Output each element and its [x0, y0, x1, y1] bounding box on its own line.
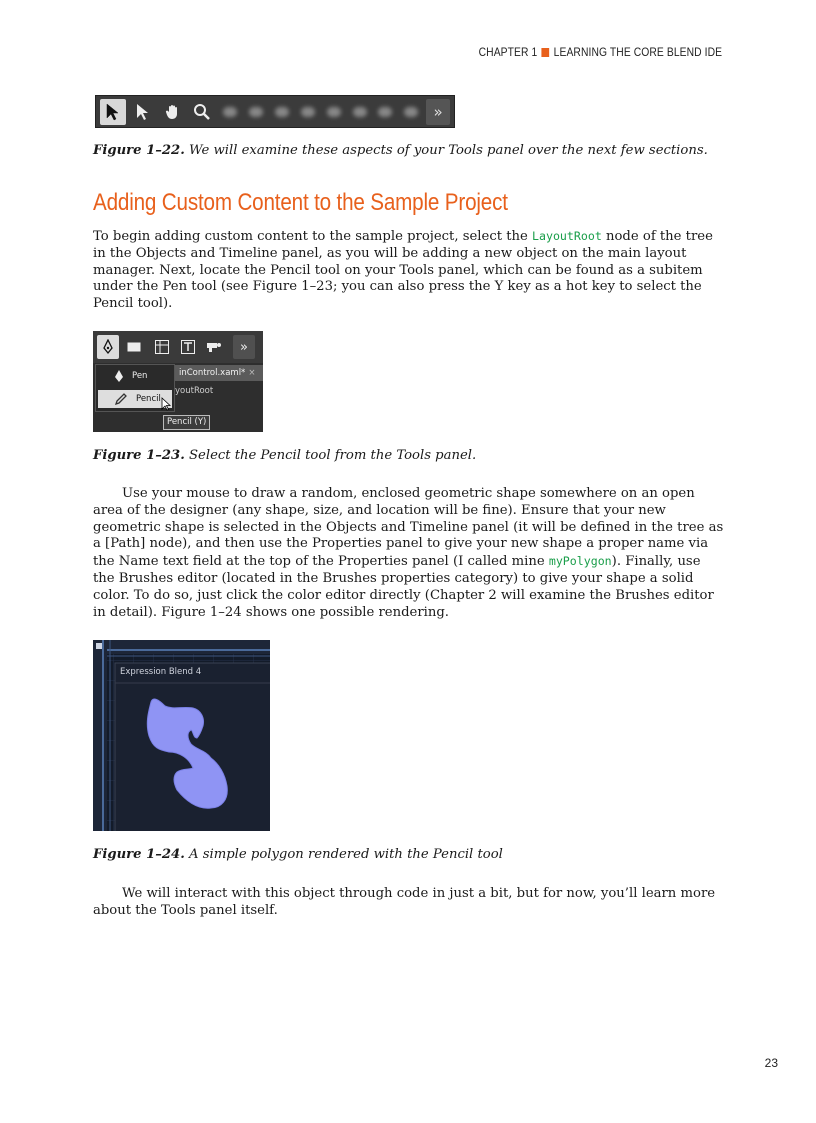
eyedropper-icon — [219, 101, 241, 123]
accent-square-icon — [542, 48, 550, 57]
para1-text-b: node of the tree in the Objects and Timeline panel, as you will be adding a new object on the main layout manager. Next, locate the Pencil tool on your Tools panel, which can be found as a subitem under the Pen tool (see Figure 1–23; you can also press the Y key as a hot key to select the Pencil tool). — [93, 229, 713, 312]
paint-bucket-icon — [245, 101, 267, 123]
caption-label: Figure 1–23. — [93, 448, 185, 463]
tree-node-label: youtRoot — [175, 386, 214, 396]
grid-icon — [349, 101, 371, 123]
running-head — [479, 45, 722, 59]
menu-item-pencil-label: Pencil — [136, 394, 161, 404]
more-tools-icon: » — [233, 335, 255, 359]
figure-22-caption — [93, 143, 708, 158]
brush-transform-icon — [271, 101, 293, 123]
rectangle-icon — [323, 101, 345, 123]
more-chevron-icon: » — [426, 99, 450, 125]
pencil-menu-screenshot — [93, 331, 263, 432]
mouse-cursor-icon — [161, 397, 171, 411]
figure-24-caption — [93, 847, 503, 862]
polygon-screenshot — [93, 640, 270, 831]
body-paragraph-3: We will interact with this object through code in just a bit, but for now, you’ll learn more about the Tools panel itself. — [93, 886, 716, 918]
text-icon — [374, 101, 396, 123]
window-title: Expression Blend 4 — [120, 667, 202, 677]
para2-text-a: Use your mouse to draw a random, enclosed geometric shape somewhere on an open area of the designer (any shape, size, and location will be fine). Ensure that your new geometric shape is selected in the Objects and Timeline panel (it will be defined in the tree as a [Path] node), and then use the Properties panel to give your new shape a proper name via the Name text field at the top of the Properties panel (I called mine — [93, 486, 724, 570]
menu-item-pen — [98, 367, 172, 385]
close-icon: × — [248, 368, 256, 378]
para2-text-b: ). Finally, use the Brushes editor (located in the Brushes properties category) to give your shape a solid color. To do so, just click the color editor directly (Chapter 2 will examine the Brushes editor in detail). Figure 1–24 shows one possible rendering. — [93, 554, 714, 620]
section-heading: Adding Custom Content to the Sample Project — [93, 189, 508, 216]
asset-icon — [400, 101, 422, 123]
figure-23-caption — [93, 448, 476, 463]
para1-text-a: To begin adding custom content to the sample project, select the — [93, 229, 532, 244]
pen-icon — [114, 369, 124, 383]
menu-item-pen-label: Pen — [132, 371, 148, 381]
chapter-label: CHAPTER 1 — [478, 45, 538, 59]
caption-label: Figure 1–22. — [93, 143, 185, 158]
layoutroot-code: LayoutRoot — [532, 229, 602, 243]
pencil-icon — [114, 392, 128, 406]
pen-icon — [297, 101, 319, 123]
body-paragraph-1 — [93, 228, 725, 313]
mypolygon-code: myPolygon — [548, 554, 612, 569]
document-tab — [175, 365, 263, 381]
direct-selection-icon — [130, 99, 156, 125]
caption-text: A simple polygon rendered with the Pencil tool — [184, 847, 503, 862]
pen-tool-icon — [97, 335, 119, 359]
tools-panel-screenshot — [95, 95, 455, 128]
tooltip: Pencil (Y) — [163, 415, 210, 430]
document-tab-label: inControl.xaml* — [179, 368, 246, 378]
pan-hand-icon — [160, 99, 186, 125]
selection-arrow-icon — [100, 99, 126, 125]
caption-text: We will examine these aspects of your Tools panel over the next few sections. — [184, 143, 708, 158]
rectangle-tool-icon — [123, 335, 145, 359]
body-paragraph-2 — [93, 486, 725, 621]
caption-label: Figure 1–24. — [93, 847, 185, 862]
text-tool-icon — [177, 335, 199, 359]
caption-text: Select the Pencil tool from the Tools panel. — [184, 448, 477, 463]
asset-tool-icon — [203, 335, 225, 359]
chapter-title: LEARNING THE CORE BLEND IDE — [553, 45, 722, 59]
grid-tool-icon — [151, 335, 173, 359]
page-number: 23 — [764, 1056, 778, 1070]
zoom-icon — [189, 99, 215, 125]
